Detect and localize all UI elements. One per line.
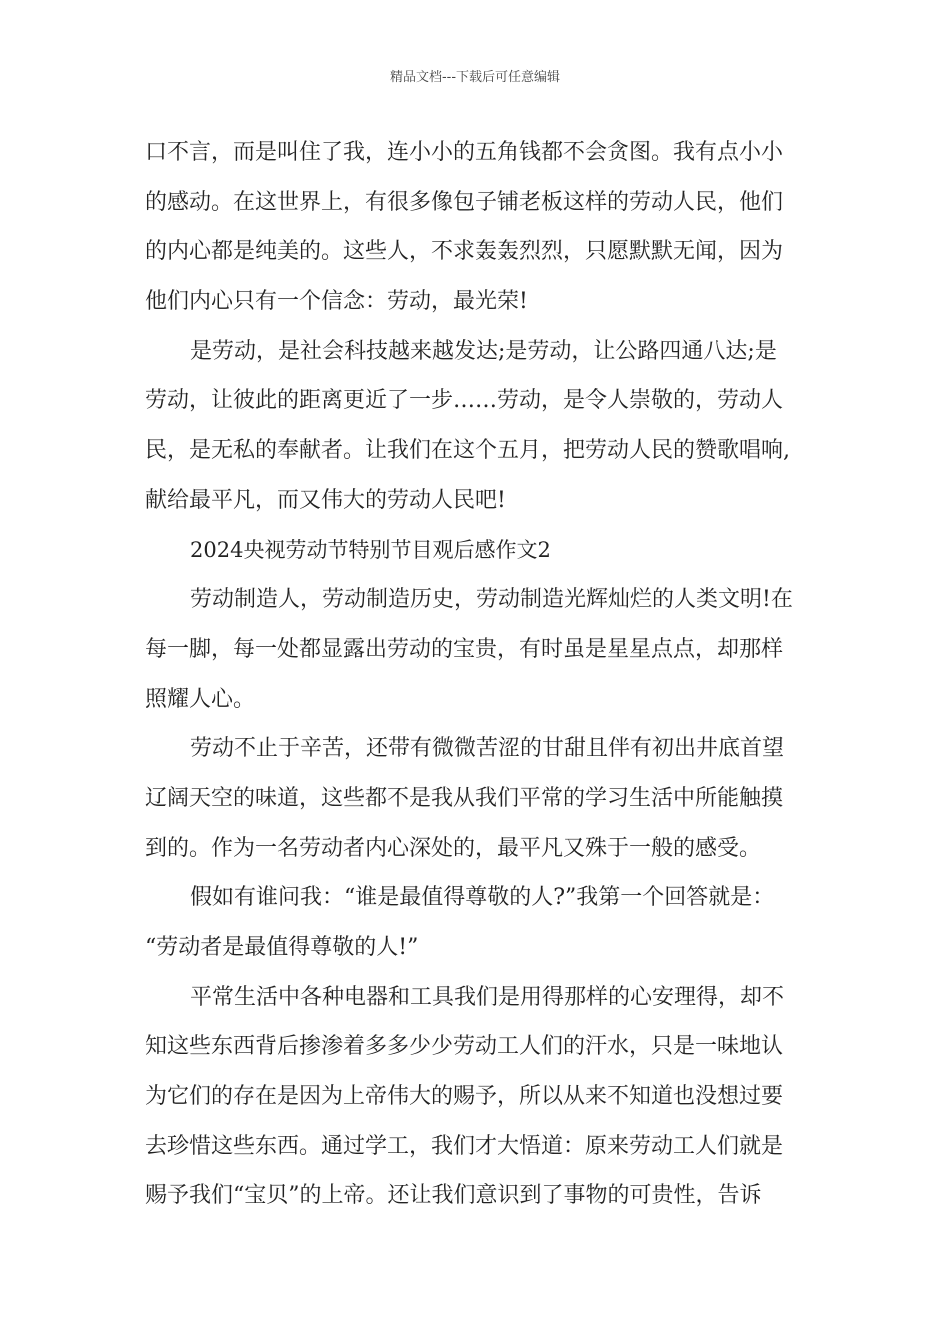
text-line: 到的。作为一名劳动者内心深处的，最平凡又殊于一般的感受。 <box>145 835 762 861</box>
text-line: 口不言，而是叫住了我，连小小的五角钱都不会贪图。我有点小小 <box>145 140 784 165</box>
text-line: 照耀人心。 <box>145 686 256 712</box>
text-line: 劳动，让彼此的距离更近了一步……劳动，是令人崇敬的，劳动人 <box>145 388 784 414</box>
text-line: 每一脚，每一处都显露出劳动的宝贵，有时虽是星星点点，却那样 <box>145 636 784 662</box>
text-line: 知这些东西背后掺渗着多多少少劳动工人们的汗水，只是一味地认 <box>145 1034 784 1060</box>
section-title: 2024央视劳动节特别节目观后感作文2 <box>190 537 551 562</box>
text-line: 劳动制造人，劳动制造历史，劳动制造光辉灿烂的人类文明!在 <box>190 587 793 613</box>
text-line: 辽阔天空的味道，这些都不是我从我们平常的学习生活中所能触摸 <box>145 785 784 811</box>
text-line: 献给最平凡，而又伟大的劳动人民吧! <box>145 487 506 513</box>
text-line: “劳动者是最值得尊敬的人!” <box>145 935 419 960</box>
text-line: 劳动不止于辛苦，还带有微微苦涩的甘甜且伴有初出井底首望 <box>190 736 785 762</box>
page-header: 精品文档---下载后可任意编辑 <box>389 70 561 85</box>
text-line: 他们内心只有一个信念：劳动，最光荣! <box>145 289 528 315</box>
text-line: 赐予我们“宝贝”的上帝。还让我们意识到了事物的可贵性，告诉 <box>145 1183 762 1209</box>
text-line: 的感动。在这世界上，有很多像包子铺老板这样的劳动人民，他们 <box>145 189 784 215</box>
text-line: 是劳动，是社会科技越来越发达;是劳动，让公路四通八达;是 <box>190 338 777 364</box>
text-line: 平常生活中各种电器和工具我们是用得那样的心安理得，却不 <box>190 984 785 1010</box>
text-line: 的内心都是纯美的。这些人，不求轰轰烈烈，只愿默默无闻，因为 <box>145 239 784 265</box>
text-line: 假如有谁问我：“谁是最值得尊敬的人?”我第一个回答就是： <box>190 885 775 911</box>
body-text <box>145 128 815 1221</box>
text-line: 民，是无私的奉献者。让我们在这个五月，把劳动人民的赞歌唱响, <box>145 438 790 464</box>
text-line: 为它们的存在是因为上帝伟大的赐予，所以从来不知道也没想过要 <box>145 1084 784 1110</box>
text-line: 去珍惜这些东西。通过学工，我们才大悟道：原来劳动工人们就是 <box>145 1133 784 1159</box>
